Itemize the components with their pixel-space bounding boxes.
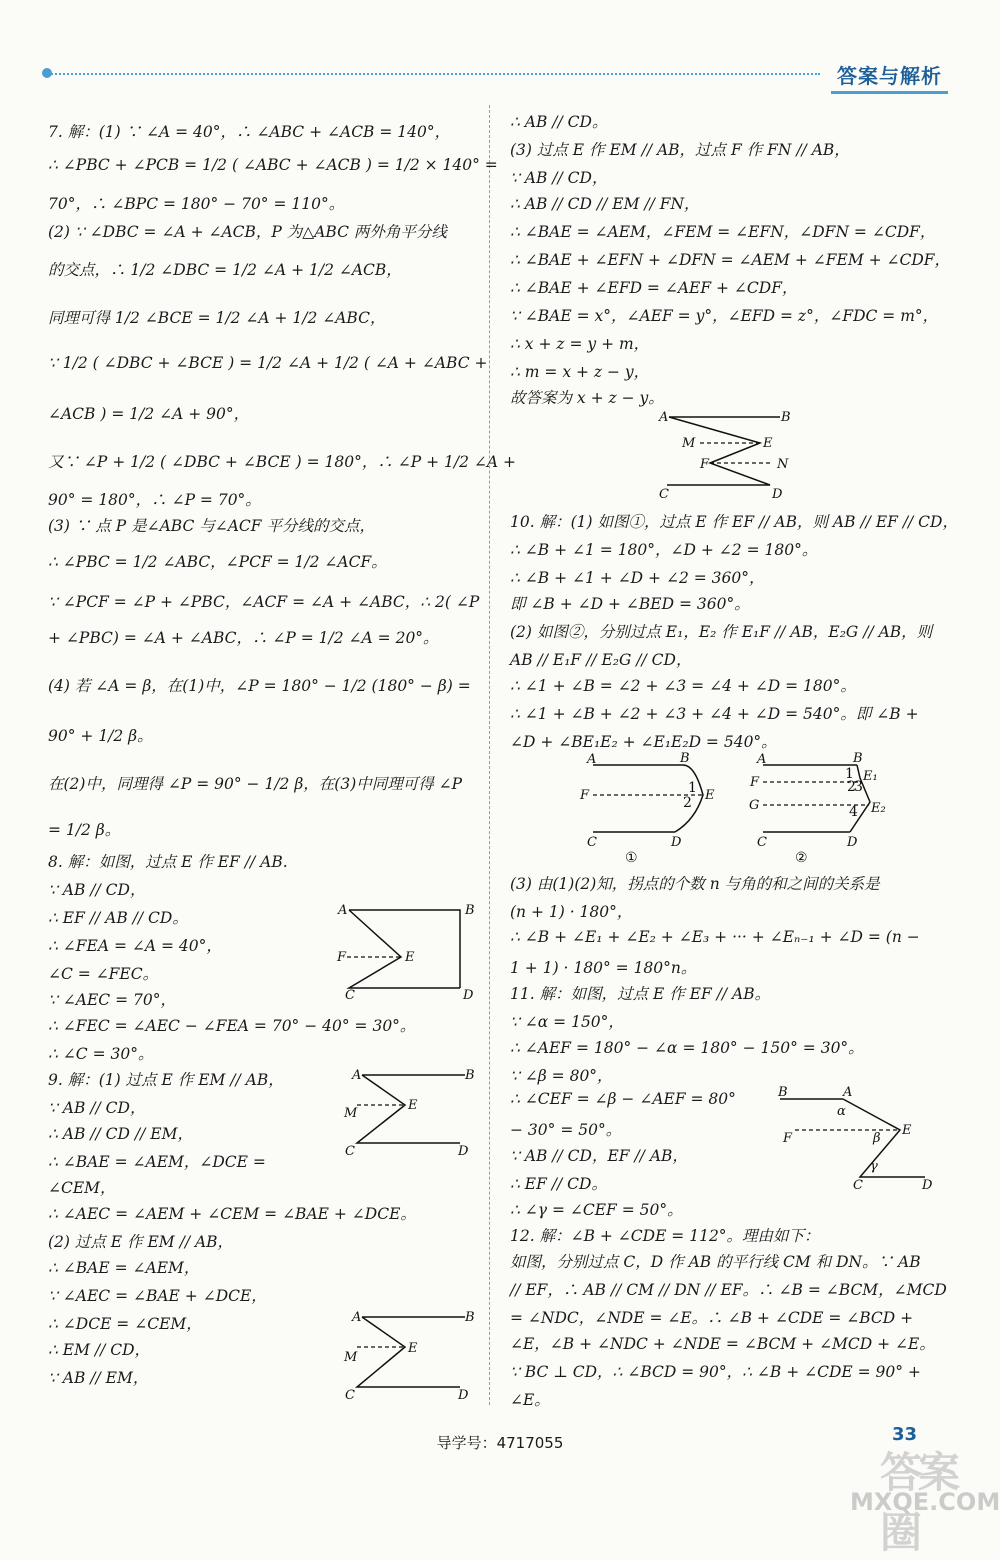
text-line: ∴ ∠BAE + ∠EFN + ∠DFN = ∠AEM + ∠FEM + ∠CDF，	[510, 251, 951, 269]
label-C: C	[853, 1178, 863, 1193]
label-angle-2: 2	[847, 779, 856, 795]
text-line: ∵ 1/2 ( ∠DBC + ∠BCE ) = 1/2 ∠A + 1/2 ( ∠A + ∠ABC +	[48, 354, 488, 372]
label-A: A	[352, 1068, 362, 1083]
text-line: ∴ ∠FEC = ∠AEC − ∠FEA = 70° − 40° = 30°。	[48, 1017, 416, 1035]
text-line: ∴ ∠BAE = ∠AEM，∠FEM = ∠EFN，∠DFN = ∠CDF，	[510, 223, 936, 241]
label-E: E	[902, 1123, 912, 1138]
label-B: B	[781, 410, 791, 425]
text-line: (2) ∵ ∠DBC = ∠A + ∠ACB，P 为△ABC 两外角平分线	[48, 223, 447, 241]
text-line: ∴ ∠B + ∠E₁ + ∠E₂ + ∠E₃ + ··· + ∠Eₙ₋₁ + ∠D = (n −	[510, 928, 920, 946]
label-E: E	[408, 1098, 418, 1113]
text-line: (3) 由(1)(2)知，拐点的个数 n 与角的和之间的关系是	[510, 875, 880, 893]
text-line: ∠CEM，	[48, 1179, 116, 1197]
label-E: E	[705, 788, 715, 803]
label-A: A	[843, 1085, 853, 1100]
text-line: ∠C = ∠FEC。	[48, 965, 159, 983]
text-line: ∴ ∠AEF = 180° − ∠α = 180° − 150° = 30°。	[510, 1039, 864, 1057]
text-line: 即 ∠B + ∠D + ∠BED = 360°。	[510, 595, 750, 613]
text-line: (3) ∵ 点 P 是∠ABC 与∠ACF 平分线的交点，	[48, 517, 375, 535]
label-C: C	[345, 1144, 355, 1159]
text-line: ∴ ∠C = 30°。	[48, 1045, 154, 1063]
text-line: ∴ ∠BAE + ∠EFD = ∠AEF + ∠CDF，	[510, 279, 798, 297]
figure-q11	[775, 1085, 940, 1195]
text-line: ∵ AB // CD，	[48, 881, 146, 899]
text-line: + ∠PBC) = ∠A + ∠ABC，∴ ∠P = 1/2 ∠A = 20°。	[48, 629, 439, 647]
text-line: 7. 解：(1) ∵ ∠A = 40°，∴ ∠ABC + ∠ACB = 140°，	[48, 123, 451, 141]
label-E1: E₁	[863, 769, 878, 784]
label-C: C	[345, 988, 355, 1000]
text-line: AB // E₁F // E₂G // CD，	[510, 651, 692, 669]
label-D: D	[922, 1178, 933, 1193]
text-line: ∴ ∠AEC = ∠AEM + ∠CEM = ∠BAE + ∠DCE。	[48, 1205, 416, 1223]
figure-caption-2: ②	[795, 850, 808, 865]
text-line: ∴ ∠γ = ∠CEF = 50°。	[510, 1201, 683, 1219]
label-B: B	[853, 751, 863, 766]
text-line: ∴ AB // CD // EM // FN，	[510, 195, 700, 213]
text-line: ∵ AB // CD，	[48, 1099, 146, 1117]
text-line: ∴ ∠CEF = ∠β − ∠AEF = 80°	[510, 1090, 736, 1108]
label-B: B	[465, 1310, 475, 1325]
label-F: F	[783, 1131, 793, 1146]
watermark-logo: 答案圈	[880, 1448, 957, 1557]
text-line: 9. 解：(1) 过点 E 作 EM // AB，	[48, 1071, 284, 1089]
header-rule	[48, 73, 820, 75]
text-line: ∠E。	[510, 1391, 550, 1409]
label-angle-2: 2	[683, 795, 692, 811]
label-M: M	[344, 1350, 358, 1365]
text-line: ∵ ∠β = 80°，	[510, 1067, 613, 1085]
text-line: ∵ BC ⊥ CD，∴ ∠BCD = 90°，∴ ∠B + ∠CDE = 90° +	[510, 1363, 921, 1381]
text-line: 12. 解：∠B + ∠CDE = 112°。理由如下：	[510, 1227, 820, 1245]
label-N: N	[777, 457, 789, 472]
page-number: 33	[892, 1424, 918, 1445]
label-A: A	[587, 752, 597, 767]
text-line: 在(2)中，同理得 ∠P = 90° − 1/2 β，在(3)中同理可得 ∠P	[48, 775, 463, 793]
text-line: ∴ ∠PBC = 1/2 ∠ABC，∠PCF = 1/2 ∠ACF。	[48, 553, 387, 571]
label-alpha: α	[837, 1104, 846, 1119]
text-line: ∴ ∠B + ∠1 + ∠D + ∠2 = 360°，	[510, 569, 765, 587]
label-gamma: γ	[870, 1159, 878, 1174]
label-C: C	[345, 1388, 355, 1403]
label-angle-1: 1	[845, 766, 854, 782]
figure-q10-2	[745, 750, 895, 865]
text-line: ∵ AB // EM，	[48, 1369, 149, 1387]
text-line: 10. 解：(1) 如图①，过点 E 作 EF // AB，则 AB // EF // CD，	[510, 513, 958, 531]
text-line: ∵ ∠AEC = 70°，	[48, 991, 176, 1009]
label-D: D	[463, 988, 474, 1000]
text-line: 11. 解：如图，过点 E 作 EF // AB。	[510, 985, 771, 1003]
text-line: ∴ EF // AB // CD。	[48, 909, 188, 927]
text-line: ∴ ∠BAE = ∠AEM，∠DCE =	[48, 1153, 266, 1171]
column-divider	[489, 105, 490, 1405]
label-B: B	[465, 1068, 475, 1083]
label-C: C	[757, 835, 767, 850]
label-F: F	[337, 950, 347, 965]
label-E: E	[408, 1341, 418, 1356]
label-F: F	[580, 788, 590, 803]
text-line: ∴ ∠1 + ∠B + ∠2 + ∠3 + ∠4 + ∠D = 540°。即 ∠B +	[510, 705, 919, 723]
label-F: F	[750, 775, 760, 790]
label-B: B	[778, 1085, 788, 1100]
label-angle-1: 1	[688, 780, 697, 796]
label-D: D	[772, 487, 783, 502]
text-line: 故答案为 x + z − y。	[510, 389, 664, 407]
text-line: 如图，分别过点 C，D 作 AB 的平行线 CM 和 DN。∵ AB	[510, 1253, 921, 1271]
text-line: ∵ ∠α = 150°，	[510, 1013, 624, 1031]
text-line: ∴ AB // CD // EM，	[48, 1125, 193, 1143]
text-line: 同理可得 1/2 ∠BCE = 1/2 ∠A + 1/2 ∠ABC，	[48, 309, 386, 327]
text-line: ∴ EM // CD，	[48, 1341, 151, 1359]
text-line: ∵ AB // CD，	[510, 169, 608, 187]
text-line: ∴ ∠BAE = ∠AEM，	[48, 1259, 200, 1277]
label-A: A	[352, 1310, 362, 1325]
watermark-url: MXQE.COM	[850, 1488, 1000, 1516]
text-line: 的交点，∴ 1/2 ∠DBC = 1/2 ∠A + 1/2 ∠ACB，	[48, 261, 402, 279]
text-line: 又∵ ∠P + 1/2 ( ∠DBC + ∠BCE ) = 180°，∴ ∠P + 1/2 ∠A +	[48, 453, 516, 471]
label-M: M	[682, 436, 696, 451]
guide-number: 导学号：4717055	[436, 1434, 564, 1452]
text-line: ∵ ∠BAE = x°，∠AEF = y°，∠EFD = z°，∠FDC = m°，	[510, 307, 939, 325]
text-line: = ∠NDC，∠NDE = ∠E。∴ ∠B + ∠CDE = ∠BCD +	[510, 1309, 914, 1327]
text-line: ∴ ∠FEA = ∠A = 40°，	[48, 937, 222, 955]
label-D: D	[671, 835, 682, 850]
label-E: E	[405, 950, 415, 965]
text-line: ∴ ∠DCE = ∠CEM，	[48, 1315, 202, 1333]
text-line: ∵ AB // CD，EF // AB，	[510, 1147, 688, 1165]
label-E: E	[763, 436, 773, 451]
text-line: ∴ ∠B + ∠1 = 180°，∠D + ∠2 = 180°。	[510, 541, 818, 559]
text-line: ∵ ∠PCF = ∠P + ∠PBC，∠ACF = ∠A + ∠ABC，∴ 2( ∠P	[48, 593, 480, 611]
text-line: ∠D + ∠BE₁E₂ + ∠E₁E₂D = 540°。	[510, 733, 777, 751]
label-D: D	[847, 835, 858, 850]
label-beta: β	[873, 1131, 881, 1146]
label-B: B	[680, 751, 690, 766]
figure-q9-1	[340, 1065, 490, 1160]
text-line: 90° + 1/2 β。	[48, 727, 153, 745]
page-header-title: 答案与解析	[831, 60, 948, 94]
text-line: ∠ACB ) = 1/2 ∠A + 90°，	[48, 405, 250, 423]
label-D: D	[458, 1144, 469, 1159]
text-line: ∴ x + z = y + m，	[510, 335, 650, 353]
text-line: (n + 1) · 180°，	[510, 903, 633, 921]
label-angle-4: 4	[849, 804, 858, 820]
label-A: A	[659, 410, 669, 425]
figure-q8	[335, 900, 485, 1000]
text-line: // EF，∴ AB // CM // DN // EF。∴ ∠B = ∠BCM，∠MCD	[510, 1281, 947, 1299]
text-line: − 30° = 50°。	[510, 1121, 622, 1139]
text-line: ∵ ∠AEC = ∠BAE + ∠DCE，	[48, 1287, 267, 1305]
text-line: ∠E，∠B + ∠NDC + ∠NDE = ∠BCM + ∠MCD + ∠E。	[510, 1335, 935, 1353]
text-line: 1 + 1) · 180° = 180°n。	[510, 959, 697, 977]
label-C: C	[659, 487, 669, 502]
text-line: (2) 过点 E 作 EM // AB，	[48, 1233, 234, 1251]
text-line: 8. 解：如图，过点 E 作 EF // AB.	[48, 853, 288, 871]
label-B: B	[465, 903, 475, 918]
figure-q9-3	[655, 405, 805, 505]
text-line: (4) 若 ∠A = β，在(1)中，∠P = 180° − 1/2 (180° − β) =	[48, 677, 471, 695]
label-A: A	[757, 752, 767, 767]
text-line: ∴ ∠PBC + ∠PCB = 1/2 ( ∠ABC + ∠ACB ) = 1/2 × 140° =	[48, 156, 498, 174]
text-line: = 1/2 β。	[48, 821, 121, 839]
label-E2: E₂	[871, 801, 886, 816]
text-line: ∴ EF // CD。	[510, 1175, 607, 1193]
label-M: M	[344, 1106, 358, 1121]
text-line: ∴ m = x + z − y，	[510, 363, 650, 381]
text-line: 70°，∴ ∠BPC = 180° − 70° = 110°。	[48, 195, 345, 213]
text-line: (3) 过点 E 作 EM // AB，过点 F 作 FN // AB，	[510, 141, 850, 159]
text-line: ∴ AB // CD。	[510, 113, 608, 131]
text-line: 90° = 180°，∴ ∠P = 70°。	[48, 491, 261, 509]
figure-q10-1	[575, 750, 725, 865]
label-D: D	[458, 1388, 469, 1403]
label-F: F	[700, 457, 710, 472]
text-line: (2) 如图②，分别过点 E₁，E₂ 作 E₁F // AB，E₂G // AB，则	[510, 623, 933, 641]
figure-caption-1: ①	[625, 850, 638, 865]
label-C: C	[587, 835, 597, 850]
figure-q9-2	[340, 1305, 490, 1405]
text-line: ∴ ∠1 + ∠B = ∠2 + ∠3 = ∠4 + ∠D = 180°。	[510, 677, 856, 695]
label-angle-3: 3	[854, 779, 863, 795]
label-G: G	[749, 798, 760, 813]
label-A: A	[338, 903, 348, 918]
